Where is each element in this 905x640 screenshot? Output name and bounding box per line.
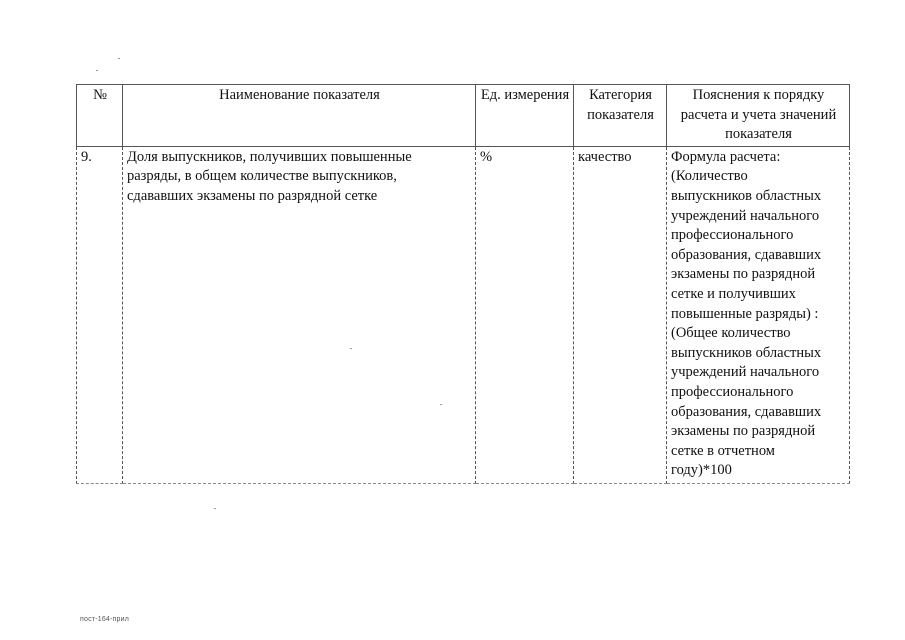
explanation-line: экзамены по разрядной	[671, 423, 816, 440]
row-indicator-name	[123, 146, 476, 483]
indicator-name-line: разряды, в общем количестве выпускников,	[127, 168, 397, 185]
explanation-line: образования, сдававших	[671, 246, 822, 263]
scan-speck	[440, 404, 442, 405]
header-indicator-name: Наименование показателя	[123, 85, 476, 147]
header-explanation: Пояснения к порядку расчета и учета значений показателя	[667, 85, 850, 147]
row-explanation	[667, 146, 850, 483]
explanation-line: выпускников областных	[671, 187, 822, 204]
explanation-line: (Количество	[671, 168, 748, 185]
footer-label: пост-164-прил	[80, 616, 130, 623]
row-number: 9.	[77, 146, 123, 483]
explanation-line: учреждений начального	[671, 207, 820, 224]
scan-speck	[350, 348, 352, 349]
indicator-name-line: сдававших экзамены по разрядной сетке	[127, 187, 378, 204]
scan-speck	[214, 508, 216, 509]
scan-speck	[118, 58, 120, 59]
explanation-line: образования, сдававших	[671, 403, 822, 420]
explanation-line: сетке в отчетном	[671, 442, 775, 459]
table-header-row	[77, 85, 850, 147]
explanation-line: (Общее количество	[671, 325, 791, 342]
indicator-name-line: Доля выпускников, получивших повышенные	[127, 148, 412, 165]
table-row	[77, 146, 850, 483]
header-number: №	[77, 85, 123, 147]
scan-speck	[96, 70, 98, 71]
explanation-line: сетке и получивших	[671, 285, 796, 302]
explanation-line: выпускников областных	[671, 344, 822, 361]
explanation-line: экзамены по разрядной	[671, 266, 816, 283]
explanation-line: Формула расчета:	[671, 148, 781, 165]
explanation-line: учреждений начального	[671, 364, 820, 381]
header-unit: Ед. измерения	[476, 85, 574, 147]
explanation-line: году)*100	[671, 462, 732, 479]
indicators-table	[76, 84, 850, 484]
explanation-line: повышенные разряды) :	[671, 305, 819, 322]
header-category: Категория показателя	[574, 85, 667, 147]
explanation-line: профессионального	[671, 227, 794, 244]
row-category: качество	[574, 146, 667, 483]
row-unit: %	[476, 146, 574, 483]
explanation-line: профессионального	[671, 383, 794, 400]
